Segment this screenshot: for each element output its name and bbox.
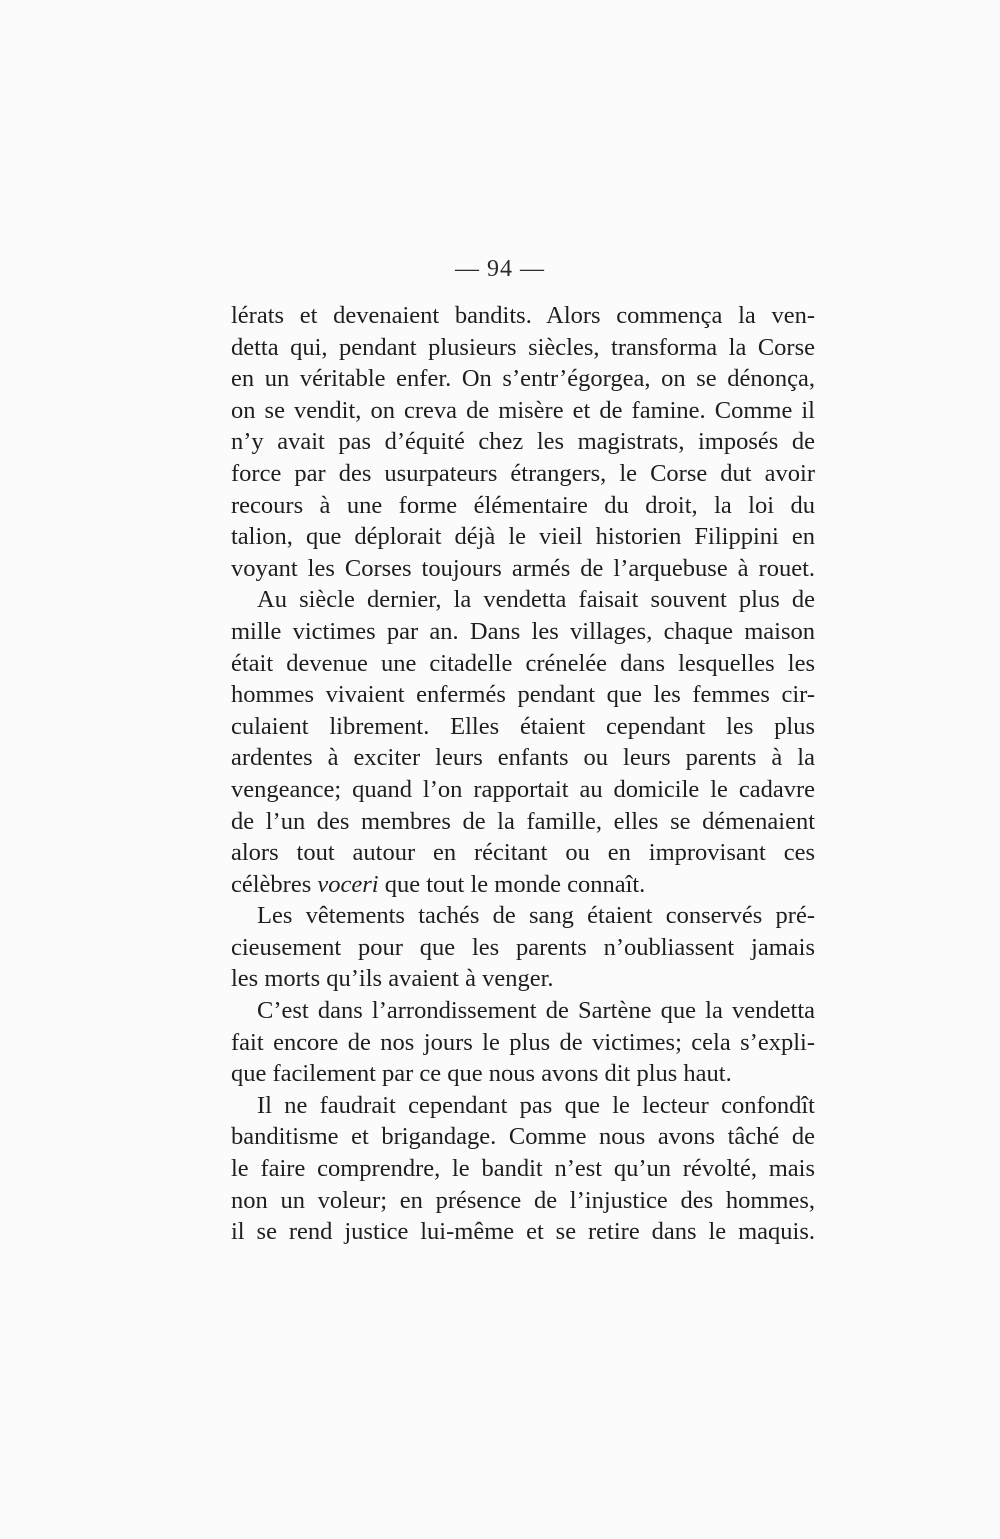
- text-line: recours à une forme élémentaire du droit, la loi du: [231, 491, 815, 519]
- paragraph: [231, 1090, 815, 1248]
- text-line: que facilement par ce que nous avons dit plus haut.: [231, 1060, 732, 1088]
- text-line: talion, que déplorait déjà le vieil historien Filippini en: [231, 523, 815, 551]
- text-line: Il ne faudrait cependant pas que le lecteur confondît: [257, 1091, 815, 1119]
- text-line: voyant les Corses toujours armés de l’arquebuse à rouet.: [231, 554, 815, 582]
- text-line: le faire comprendre, le bandit n’est qu’un révolté, mais: [231, 1155, 815, 1183]
- text-line: on se vendit, on creva de misère et de famine. Comme il: [231, 396, 815, 424]
- text-line: cieusement pour que les parents n’oubliassent jamais: [231, 933, 815, 961]
- paragraph: [231, 995, 815, 1090]
- text-line: hommes vivaient enfermés pendant que les femmes cir-: [231, 681, 815, 709]
- text-segment: que tout le monde connaît.: [378, 870, 646, 898]
- body-text: [231, 300, 815, 1248]
- text-line: les morts qu’ils avaient à venger.: [231, 965, 554, 993]
- text-line: force par des usurpateurs étrangers, le Corse dut avoir: [231, 459, 815, 487]
- text-line: Au siècle dernier, la vendetta faisait souvent plus de: [257, 586, 815, 614]
- text-line: [231, 869, 815, 901]
- text-line: Les vêtements tachés de sang étaient conservés pré-: [257, 902, 815, 930]
- text-line: banditisme et brigandage. Comme nous avons tâché de: [231, 1123, 815, 1151]
- paragraph: [231, 900, 815, 995]
- text-line: vengeance; quand l’on rapportait au domicile le cadavre: [231, 775, 815, 803]
- text-line: en un véritable enfer. On s’entr’égorgea, on se dénonça,: [231, 365, 815, 393]
- text-line: alors tout autour en récitant ou en improvisant ces: [231, 839, 815, 867]
- italic-term: voceri: [317, 870, 379, 898]
- text-line: il se rend justice lui-même et se retire dans le maquis.: [231, 1218, 815, 1246]
- text-line: fait encore de nos jours le plus de victimes; cela s’expli-: [231, 1028, 815, 1056]
- text-line: de l’un des membres de la famille, elles se démenaient: [231, 807, 815, 835]
- text-line: mille victimes par an. Dans les villages, chaque maison: [231, 617, 815, 645]
- page-number: — 94 —: [455, 256, 545, 282]
- text-line: detta qui, pendant plusieurs siècles, transforma la Corse: [231, 333, 815, 361]
- text-segment: célèbres: [231, 870, 318, 898]
- text-line: non un voleur; en présence de l’injustice des hommes,: [231, 1186, 815, 1214]
- text-line: lérats et devenaient bandits. Alors commença la ven-: [231, 302, 815, 329]
- paragraph: [231, 300, 815, 584]
- text-line: C’est dans l’arrondissement de Sartène que la vendetta: [257, 997, 815, 1025]
- paragraph: [231, 584, 815, 900]
- text-line: était devenue une citadelle crénelée dans lesquelles les: [231, 649, 815, 677]
- text-line: ardentes à exciter leurs enfants ou leurs parents à la: [231, 744, 815, 772]
- text-line: culaient librement. Elles étaient cependant les plus: [231, 712, 815, 740]
- text-line: n’y avait pas d’équité chez les magistrats, imposés de: [231, 428, 815, 456]
